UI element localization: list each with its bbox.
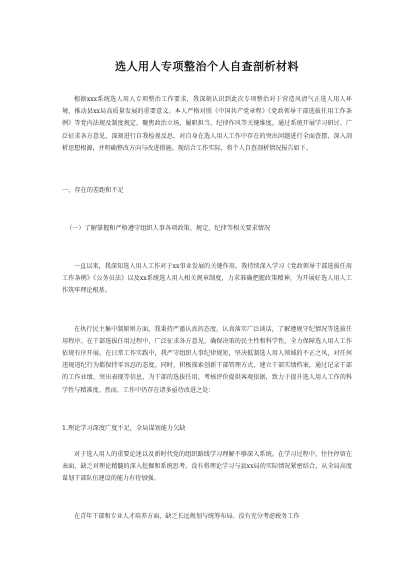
body-paragraph: 对于选人用人的重要论述以及新时代党的组织路线学习理解不够深入系统。在学习过程中，往往停留在表面，缺乏对理论精髓的深入挖掘和系统思考。没有将理论学习与县xx局的实际情况紧密结合，从全局高度谋划干部队伍建设的能力有待加强。 (62, 450, 352, 483)
section-heading: 一、存在的差距和不足 (62, 187, 124, 195)
document-title: 选人用人专项整治个人自查剖析材料 (115, 60, 299, 73)
body-paragraph: 在青年干部和专业人才培养方面，缺乏长远规划与统筹布局。没有充分考虑税务工作 (74, 513, 300, 521)
body-paragraph: 在执行民主集中制原则方面，我秉持严谨认真的态度，认真落实广泛谈话，了解遵规守纪情况等选拔任用程序。在干部选拔任用过程中，广泛征求各方意见，确保决策的民主性和科学性，全力保障选人用人工作依规有序开展。在日常工作实践中，我严守组织人事纪律规矩，坚决抵制选人用人领域的不正之风，对任何违规违纪行为都保持零容忍的态度。同时，积极探索创新干部管理方式，建立干部实绩档案，通过记录干部的工作业绩、突出表现等信息，为干部的选拔任用、考核评价提供客观依据，致力于提升选人用人工作的科学性与精准度。然而，工作中仍存在诸多亟待改进之处： (62, 325, 352, 394)
body-paragraph: 一直以来，我深知选人用人工作对于xx事业发展的关键作用。我持续深入学习《党政领导干部选拔任用工作条例》《公务员法》以及xx系统选人用人相关规章制度，力求准确把握政策精神，为开展好选人用人工作筑牢理论根基。 (62, 263, 352, 295)
intro-paragraph: 根据xxx系统选人用人专项整治工作要求，我深刻认识到此次专项整治对于营造风清气正选人用人环境、推动县xx局高质量发展的重要意义。本人严格对照《中国共产党章程》《党政领导干部选拔任用工作条例》等党内法规及制度规定，聚焦政治立场、履职担当、纪律作风等关键维度，通过系统开展学习研讨、广泛征求各方意见、深刻进行自我检视反思，对自身在选人用人工作中存在的突出问题进行全面查摆，深入剖析思想根源，并明确整改方向与改进措施。现结合工作实际，将个人自查剖析情况报告如下。 (62, 96, 352, 152)
point-heading: 1.理论学习深度广度不足，全局谋划能力欠缺 (62, 424, 186, 432)
subsection-heading: （一）了解掌握和严格遵守组织人事各项政策、规定、纪律等相关要求情况 (66, 225, 271, 233)
